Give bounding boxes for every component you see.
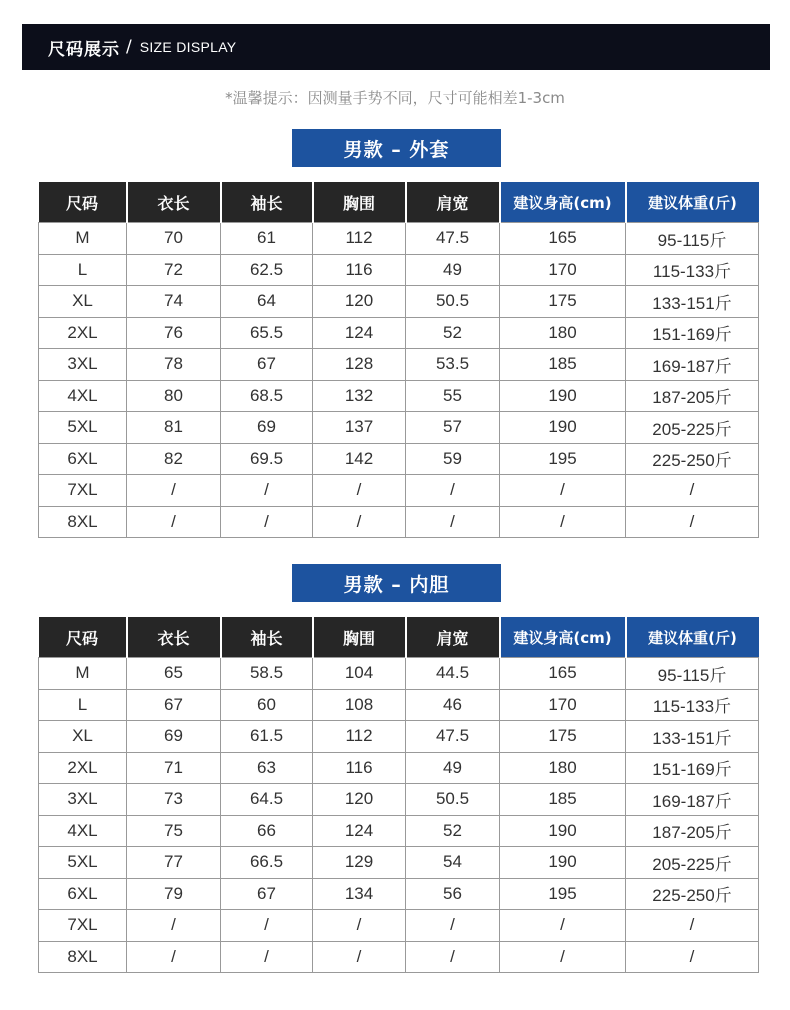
table-cell: 50.5 [406,784,500,816]
measurement-tip: *温馨提示：因测量手势不同，尺寸可能相差1-3cm [225,89,565,107]
table-cell: 205-225斤 [626,412,759,444]
table-cell: 169-187斤 [626,349,759,381]
table-row [39,941,759,973]
table-cell: 52 [406,815,500,847]
table-cell: 65.5 [221,317,313,349]
table-cell: 151-169斤 [626,752,759,784]
table-row [39,475,759,507]
table-row [39,752,759,784]
table-cell: / [626,506,759,538]
table-cell: 195 [500,443,626,475]
table-cell: 170 [500,689,626,721]
table-cell: 58.5 [221,658,313,690]
table-cell: 57 [406,412,500,444]
table-cell: 78 [127,349,221,381]
table-row [39,815,759,847]
table-cell: 169-187斤 [626,784,759,816]
table-cell: 142 [313,443,406,475]
table-cell: / [500,941,626,973]
table-cell: 180 [500,317,626,349]
table-cell: / [500,910,626,942]
col-header-size: 尺码 [39,617,127,658]
table-cell: 187-205斤 [626,815,759,847]
col-header-sleeve: 袖长 [221,617,313,658]
table-cell: 151-169斤 [626,317,759,349]
table-cell: / [127,910,221,942]
table-cell: 60 [221,689,313,721]
table-cell: 120 [313,286,406,318]
table-cell: M [39,223,127,255]
table-row [39,658,759,690]
table-cell: 104 [313,658,406,690]
table-cell: / [500,475,626,507]
table-cell: 76 [127,317,221,349]
table-cell: / [127,506,221,538]
table-cell: 77 [127,847,221,879]
table-cell: 116 [313,752,406,784]
col-header-sleeve: 袖长 [221,182,313,223]
table-cell: 225-250斤 [626,443,759,475]
table-cell: / [626,910,759,942]
table-cell: 5XL [39,847,127,879]
table-row [39,412,759,444]
table-cell: 133-151斤 [626,286,759,318]
table-header-row [39,182,759,223]
table-cell: 95-115斤 [626,658,759,690]
table-cell: 185 [500,349,626,381]
table-row [39,254,759,286]
header-separator: / [126,37,132,57]
table-cell: 65 [127,658,221,690]
table-cell: 112 [313,721,406,753]
col-header-height: 建议身高(cm) [500,617,626,658]
table-cell: 175 [500,286,626,318]
table-row [39,847,759,879]
table-cell: 80 [127,380,221,412]
table-cell: 54 [406,847,500,879]
table-cell: 64 [221,286,313,318]
table-header-row [39,617,759,658]
table-cell: 4XL [39,815,127,847]
table-cell: 95-115斤 [626,223,759,255]
table-cell: 56 [406,878,500,910]
table-cell: 205-225斤 [626,847,759,879]
table-cell: 8XL [39,506,127,538]
col-header-weight: 建议体重(斤) [626,182,759,223]
table-cell: 5XL [39,412,127,444]
header-banner [22,24,770,70]
size-table-inner [38,617,759,973]
table-cell: 2XL [39,317,127,349]
table-row [39,721,759,753]
table-cell: 69 [221,412,313,444]
table-cell: L [39,254,127,286]
section-title-inner: 男款 – 内胆 [292,564,501,602]
table-cell: / [406,475,500,507]
table-cell: 82 [127,443,221,475]
table-cell: 132 [313,380,406,412]
header-title-zh: 尺码展示 [48,39,120,60]
table-row [39,910,759,942]
table-cell: / [127,475,221,507]
table-cell: 4XL [39,380,127,412]
table-cell: 67 [221,878,313,910]
table-cell: 225-250斤 [626,878,759,910]
table-cell: 116 [313,254,406,286]
table-cell: 50.5 [406,286,500,318]
table-cell: 7XL [39,475,127,507]
table-cell: 66.5 [221,847,313,879]
table-cell: / [221,475,313,507]
table-cell: / [626,475,759,507]
table-cell: 115-133斤 [626,689,759,721]
table-cell: 66 [221,815,313,847]
table-cell: / [313,941,406,973]
table-cell: 64.5 [221,784,313,816]
table-cell: 70 [127,223,221,255]
table-row [39,506,759,538]
table-cell: 120 [313,784,406,816]
table-cell: 190 [500,412,626,444]
table-row [39,286,759,318]
table-cell: / [221,506,313,538]
table-row [39,317,759,349]
table-cell: 190 [500,380,626,412]
table-row [39,349,759,381]
table-cell: 190 [500,815,626,847]
table-cell: 67 [221,349,313,381]
table-cell: 185 [500,784,626,816]
table-cell: 2XL [39,752,127,784]
table-cell: / [313,910,406,942]
table-cell: 59 [406,443,500,475]
table-cell: XL [39,721,127,753]
table-cell: / [221,941,313,973]
table-cell: 124 [313,815,406,847]
table-cell: 52 [406,317,500,349]
table-cell: 115-133斤 [626,254,759,286]
table-cell: 72 [127,254,221,286]
table-cell: 180 [500,752,626,784]
table-cell: 6XL [39,878,127,910]
table-row [39,878,759,910]
col-header-size: 尺码 [39,182,127,223]
table-cell: 68.5 [221,380,313,412]
table-cell: / [500,506,626,538]
table-cell: 55 [406,380,500,412]
table-cell: / [221,910,313,942]
table-cell: 165 [500,658,626,690]
table-cell: / [127,941,221,973]
table-cell: 134 [313,878,406,910]
table-cell: 71 [127,752,221,784]
table-row [39,223,759,255]
table-cell: 69.5 [221,443,313,475]
table-cell: 175 [500,721,626,753]
table-cell: 108 [313,689,406,721]
table-cell: 46 [406,689,500,721]
table-cell: 3XL [39,784,127,816]
table-cell: / [406,941,500,973]
table-cell: / [626,941,759,973]
table-cell: 49 [406,254,500,286]
table-cell: 62.5 [221,254,313,286]
table-cell: L [39,689,127,721]
table-cell: 75 [127,815,221,847]
table-cell: 128 [313,349,406,381]
table-cell: M [39,658,127,690]
col-header-height: 建议身高(cm) [500,182,626,223]
table-cell: 7XL [39,910,127,942]
col-header-chest: 胸围 [313,182,406,223]
table-cell: 81 [127,412,221,444]
section-title-outer: 男款 – 外套 [292,129,501,167]
table-cell: 112 [313,223,406,255]
table-cell: 190 [500,847,626,879]
table-cell: 3XL [39,349,127,381]
table-cell: 165 [500,223,626,255]
table-cell: 124 [313,317,406,349]
table-row [39,380,759,412]
table-cell: 129 [313,847,406,879]
table-cell: / [406,910,500,942]
table-cell: 61 [221,223,313,255]
col-header-weight: 建议体重(斤) [626,617,759,658]
table-cell: 6XL [39,443,127,475]
table-cell: 8XL [39,941,127,973]
table-cell: / [313,475,406,507]
table-row [39,443,759,475]
table-cell: 67 [127,689,221,721]
table-cell: 137 [313,412,406,444]
table-cell: / [406,506,500,538]
table-row [39,689,759,721]
table-cell: XL [39,286,127,318]
table-cell: 133-151斤 [626,721,759,753]
col-header-length: 衣长 [127,617,221,658]
size-table-outer [38,182,759,538]
col-header-chest: 胸围 [313,617,406,658]
table-cell: 170 [500,254,626,286]
table-cell: 63 [221,752,313,784]
col-header-shoulder: 肩宽 [406,182,500,223]
col-header-shoulder: 肩宽 [406,617,500,658]
table-cell: 79 [127,878,221,910]
table-cell: / [313,506,406,538]
table-cell: 47.5 [406,721,500,753]
col-header-length: 衣长 [127,182,221,223]
table-cell: 74 [127,286,221,318]
table-cell: 53.5 [406,349,500,381]
table-cell: 49 [406,752,500,784]
table-cell: 187-205斤 [626,380,759,412]
table-cell: 61.5 [221,721,313,753]
header-title-en: SIZE DISPLAY [139,39,237,55]
table-cell: 195 [500,878,626,910]
table-cell: 47.5 [406,223,500,255]
table-cell: 73 [127,784,221,816]
table-cell: 44.5 [406,658,500,690]
table-row [39,784,759,816]
table-cell: 69 [127,721,221,753]
